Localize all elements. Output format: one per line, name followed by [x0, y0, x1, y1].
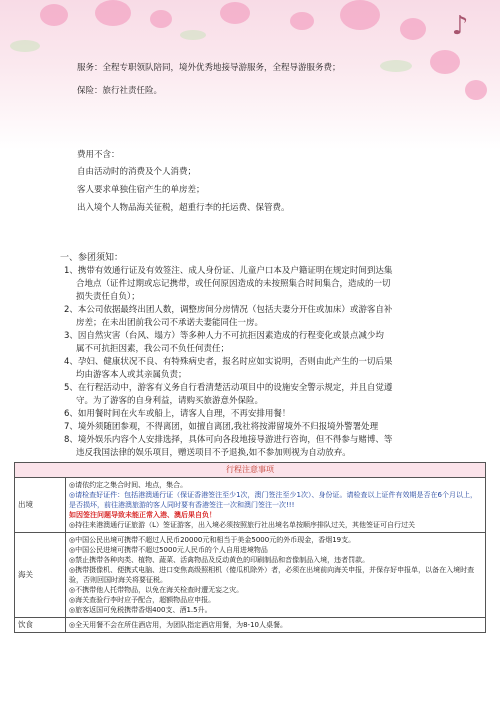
floral-banner: [0, 0, 500, 150]
row-category: 海关: [15, 533, 66, 618]
blossom-decoration: [340, 0, 380, 30]
music-note-icon: ♪: [451, 11, 469, 41]
blossom-decoration: [40, 4, 68, 26]
note-line: 守。为了游客的自身利益，请购买旅游意外保险。: [76, 396, 264, 406]
row-category: 出境: [15, 478, 66, 533]
row-detail: [66, 533, 486, 618]
note-line: 6、如用餐时间在火车或船上，请客人自理，不再安排用餐！: [64, 409, 291, 419]
blossom-decoration: [220, 2, 250, 24]
detail-line: ◎全天用餐不会在所住酒店用，为团队指定酒店用餐，为8-10人桌餐。: [69, 621, 287, 629]
detail-line: ◎请检查好证件：包括港澳通行证（保证香港签注至少1次，澳门签注至少1次）、身份证。请检查以上证件有效期是否在6个月以上，是否损坏，前往港澳旅游的客人同时要有香港签注一次和澳门签注一次!!!: [69, 491, 477, 509]
row-detail: [66, 478, 486, 533]
itinerary-notes-table: [14, 462, 486, 633]
note-line: 5、在行程活动中，游客有义务自行看清楚活动项目中的设施安全警示规定，并且自觉遵: [64, 383, 393, 393]
detail-line: ◎中国公民出境可携带不超过人民币20000元和相当于美金5000元的外币现金，香烟19支。: [69, 536, 356, 544]
row-detail: [66, 618, 486, 633]
exclusion-item: 自由活动时的消费及个人消费；: [77, 167, 197, 177]
note-line: 7、境外须随团参观，不得离团，如擅自离团,我社将按滞留境外不归报境外警署处理: [64, 422, 379, 432]
blossom-decoration: [400, 18, 426, 40]
detail-warning: 如因签注问题导致未能正常入港、澳后果自负！: [69, 511, 216, 519]
note-line: 4、孕妇、健康状况不良、有特殊病史者，报名时应如实说明，否则由此产生的一切后果: [64, 357, 393, 367]
detail-line: ◎不携带他人托带物品，以免在海关检查时遭无妄之灾。: [69, 586, 244, 594]
detail-line: ◎中国公民进境可携带不超过5000元人民币的个人自用进境物品: [69, 546, 268, 554]
blossom-decoration: [465, 80, 487, 100]
note-line: 属不可抗拒因素，我公司不负任何责任；: [76, 344, 230, 354]
detail-line: ◎旅客返国可免税携带香烟400支、酒1.5升。: [69, 606, 212, 614]
note-line: 房差；在未出团前我公司不承诺夫妻能同住一房。: [76, 318, 264, 328]
blossom-decoration: [150, 10, 172, 28]
detail-line: ◎持往来港澳通行证旅游（L）签证游客，出入境必须按照旅行社出境名单按顺序排队过关，其他签证可自行过关: [69, 521, 416, 529]
detail-line: ◎海关查验行李时应予配合，超额物品应申报。: [69, 596, 216, 604]
table-title: 行程注意事项: [15, 463, 486, 478]
notes-title: 一、参团须知：: [60, 253, 124, 263]
detail-line: ◎携带摄像机、便携式电脑、进口变焦高级照相机（傻瓜机除外）者，必须在出境前向海关申报，并保存好申报单，以备在入境时查验，否则回国时海关将要征税。: [69, 566, 475, 584]
blossom-decoration: [290, 12, 314, 30]
exclusion-item: 客人要求单独住宿产生的单房差；: [77, 185, 205, 195]
detail-line: ◎请依约定之集合时间、地点，集合。: [69, 481, 188, 489]
table-row: [15, 533, 486, 618]
exclusions-title: 费用不含：: [77, 150, 120, 160]
leaf-decoration: [180, 30, 206, 40]
note-line: 1、携带有效通行证及有效签注、成人身份证、儿童户口本及户籍证明在规定时间到达集: [64, 266, 393, 276]
note-line: 损失责任自负）；: [76, 292, 140, 302]
exclusion-item: 出入境个人物品海关征税，超重行李的托运费、保管费。: [77, 203, 290, 213]
table-row: [15, 618, 486, 633]
note-line: 3、因自然灾害（台风、塌方）等多种人力不可抗拒因素造成的行程变化或景点减少均: [64, 331, 384, 341]
note-line: 8、境外娱乐内容个人安排选择，具体可向各段地接导游进行咨询，但不得参与赌博、等: [64, 435, 393, 445]
blossom-decoration: [430, 50, 460, 74]
row-category: 饮食: [15, 618, 66, 633]
note-line: 均由游客本人或其亲属负责；: [76, 370, 187, 380]
note-line: 违反我国法律的娱乐项目，赠送项目不予退换,如不参加则视为自动放弃。: [76, 448, 351, 458]
detail-line: ◎禁止携带各种肉类、植物、蔬菜、活禽物品及反动黄色的印刷制品和音像制品入境，违者罚款。: [69, 556, 370, 564]
table-row: [15, 478, 486, 533]
leaf-decoration: [380, 60, 412, 72]
leaf-decoration: [10, 40, 40, 52]
note-line: 2、本公司依据最终出团人数，调整房间分房情况（包括夫妻分开住或加床）或游客自补: [64, 305, 393, 315]
blossom-decoration: [95, 0, 131, 26]
service-line: 服务：全程专职领队陪同，境外优秀地接导游服务，全程导游服务费；: [77, 63, 341, 73]
insurance-line: 保险：旅行社责任险。: [77, 86, 163, 96]
note-line: 合地点（证件过期或忘记携带，或任何原因造成的未按照集合时间集合，造成的一切: [76, 279, 391, 289]
